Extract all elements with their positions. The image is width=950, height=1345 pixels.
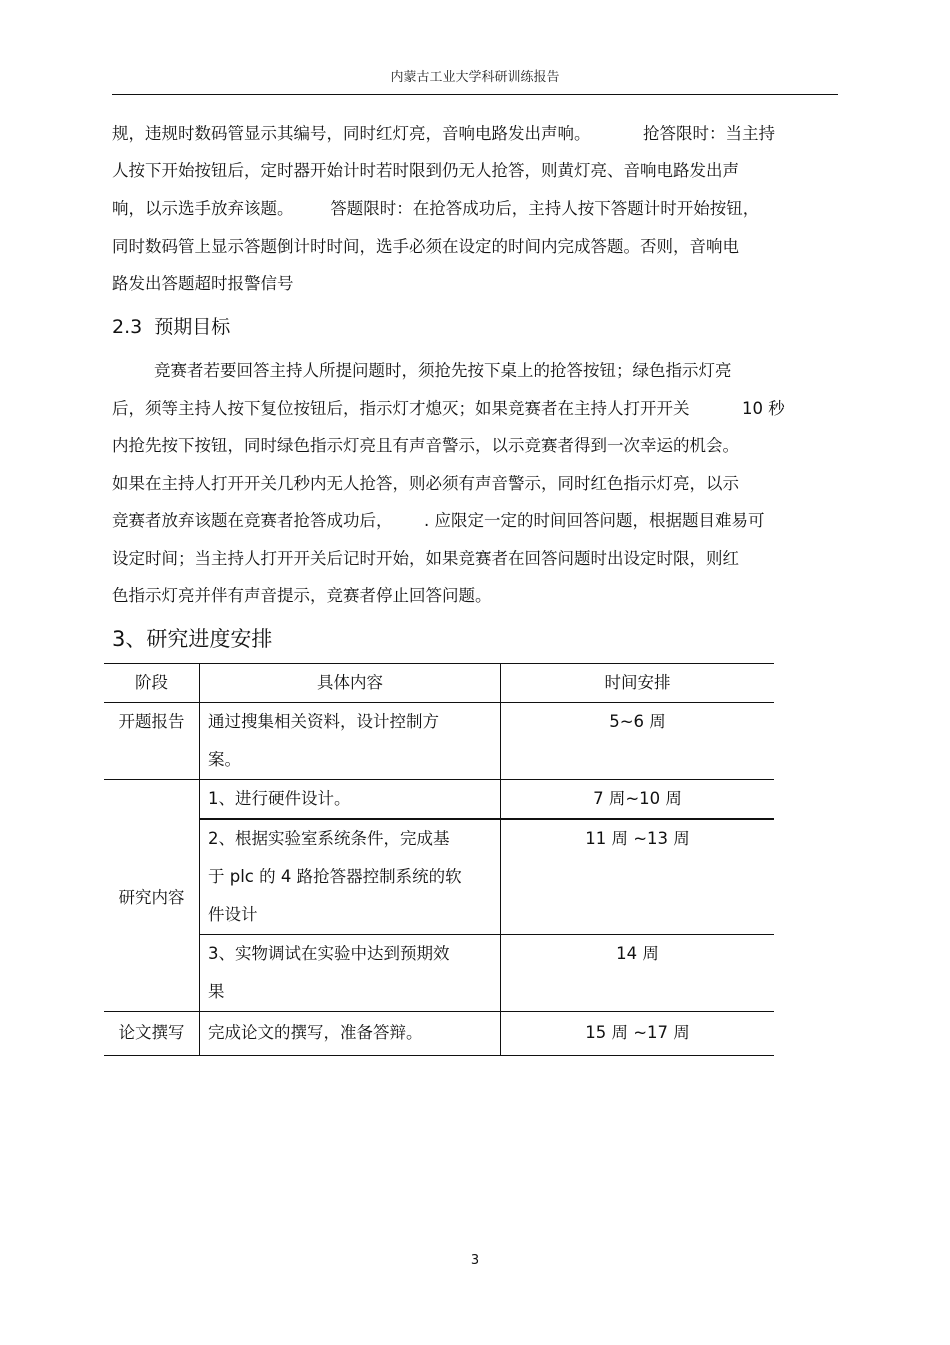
- table-row: [104, 935, 774, 1012]
- time-cell: 14 周: [501, 935, 775, 1012]
- stage-cell: 研究内容: [104, 780, 200, 1012]
- time-cell: 5~6 周: [501, 703, 775, 780]
- table-header-row: [104, 664, 774, 703]
- header-content: 具体内容: [200, 664, 501, 703]
- schedule-table: [104, 663, 774, 1056]
- intro-line-3: 响，以示选手放弃该题。 答题限时：在抢答成功后，主持人按下答题计时开始按钮，: [112, 199, 760, 218]
- page-header: 内蒙古工业大学科研训练报告: [390, 70, 560, 85]
- goal-line-6: 设定时间；当主持人打开开关后记时开始，如果竞赛者在回答问题时出设定时限，则红: [112, 549, 739, 568]
- content-cell: 完成论文的撰写，准备答辩。: [200, 1012, 501, 1056]
- section-3-heading: 3、研究进度安排: [112, 627, 273, 651]
- header-rule: [112, 94, 838, 95]
- header-time: 时间安排: [501, 664, 775, 703]
- stage-cell: 开题报告: [104, 703, 200, 780]
- intro-line-1: 规，违规时数码管显示其编号，同时红灯亮，音响电路发出声响。 抢答限时：当主持: [112, 124, 775, 143]
- content-cell: 通过搜集相关资料，设计控制方 案。: [200, 703, 501, 780]
- goal-line-1: 竞赛者若要回答主持人所提问题时，须抢先按下桌上的抢答按钮；绿色指示灯亮: [112, 361, 732, 380]
- section-2-3-heading: 2.3 预期目标: [112, 316, 231, 338]
- stage-cell: 论文撰写: [104, 1012, 200, 1056]
- time-cell: 7 周~10 周: [501, 780, 775, 820]
- intro-line-4: 同时数码管上显示答题倒计时时间，选手必须在设定的时间内完成答题。否则，音响电: [112, 237, 739, 256]
- time-cell: 15 周 ~17 周: [501, 1012, 775, 1056]
- content-cell: 2、根据实验室系统条件，完成基 于 plc 的 4 路抢答器控制系统的软 件设计: [200, 819, 501, 935]
- content-cell: 1、进行硬件设计。: [200, 780, 501, 820]
- intro-line-5: 路发出答题超时报警信号: [112, 274, 294, 293]
- header-stage: 阶段: [104, 664, 200, 703]
- intro-line-2: 人按下开始按钮后，定时器开始计时若时限到仍无人抢答，则黄灯亮、音响电路发出声: [112, 161, 739, 180]
- page-number: 3: [470, 1253, 480, 1268]
- goal-line-5: 竞赛者放弃该题在竞赛者抢答成功后， . 应限定一定的时间回答问题，根据题目难易可: [112, 511, 765, 530]
- goal-line-3: 内抢先按下按钮，同时绿色指示灯亮且有声音警示，以示竞赛者得到一次幸运的机会。: [112, 436, 739, 455]
- table-row: [104, 780, 774, 820]
- time-cell: 11 周 ~13 周: [501, 819, 775, 935]
- table-row: [104, 703, 774, 780]
- goal-line-4: 如果在主持人打开开关几秒内无人抢答，则必须有声音警示，同时红色指示灯亮，以示: [112, 474, 739, 493]
- content-cell: 3、实物调试在实验中达到预期效 果: [200, 935, 501, 1012]
- table-row: [104, 1012, 774, 1056]
- table-row: [104, 819, 774, 935]
- goal-line-2: 后，须等主持人按下复位按钮后，指示灯才熄灭；如果竞赛者在主持人打开开关 10 秒: [112, 399, 785, 418]
- goal-line-7: 色指示灯亮并伴有声音提示，竞赛者停止回答问题。: [112, 586, 492, 605]
